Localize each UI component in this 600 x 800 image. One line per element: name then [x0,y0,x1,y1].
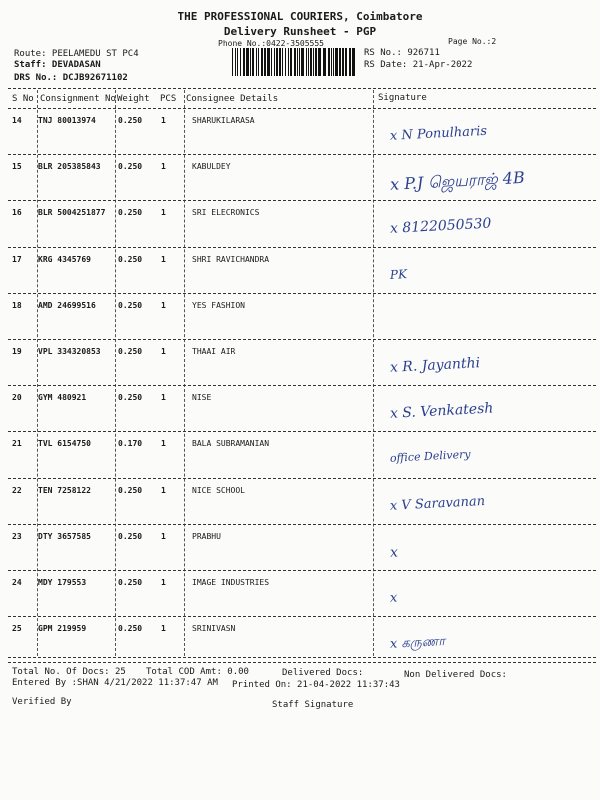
row-weight: 0.250 [118,393,143,403]
row-weight: 0.250 [118,578,143,587]
row-consignee: YES FASHION [192,300,245,310]
runsheet-subtitle: Delivery Runsheet - PGP [223,25,377,38]
table-row [0,341,600,387]
col-consignment: Consignment No [40,94,116,104]
row-consignment: GYM 480921 [38,393,87,403]
row-weight: 0.250 [118,300,143,310]
table-row [0,387,600,433]
entered-by: Entered By :SHAN 4/21/2022 11:37:47 AM [12,678,218,688]
handwritten-signature [377,293,589,344]
handwritten-signature: x [389,544,399,561]
table-row [0,572,600,618]
col-signature: Signature [378,93,427,103]
page-number: Page No.:2 [448,37,497,46]
row-pcs: 1 [161,300,166,310]
row-consignment: TVL 6154750 [38,439,91,449]
delivered-docs: Delivered Docs: [282,668,364,678]
handwritten-signature: office Delivery [389,448,471,466]
staff: Staff: DEVADASAN [14,60,101,70]
handwritten-signature: x N Ponulharis [389,123,488,144]
handwritten-signature: x [389,590,398,606]
row-sno: 14 [12,116,22,125]
row-sno: 16 [12,208,22,218]
non-delivered-docs: Non Delivered Docs: [404,670,507,680]
handwritten-signature: x S. Venkatesh [389,400,494,423]
row-consignment: BLR 5004251877 [38,208,106,218]
table-row [0,433,600,479]
row-consignment: BLR 205385843 [38,162,101,172]
row-sno: 20 [12,393,22,403]
handwritten-signature: x P.J ஜெயராஜ் 4B [389,168,526,195]
col-consignee: Consignee Details [186,94,279,104]
row-consignee: NICE SCHOOL [192,485,245,495]
row-consignment: VPL 334320853 [38,347,101,356]
printed-on: Printed On: 21-04-2022 11:37:43 [232,680,400,690]
barcode-image [232,48,356,76]
row-consignee: BALA SUBRAMANIAN [192,439,270,449]
row-sno: 21 [12,439,22,449]
row-pcs: 1 [161,393,166,403]
row-sno: 15 [12,162,22,172]
table-row [0,526,600,572]
row-consignee: SRINIVASN [192,624,236,634]
row-weight: 0.250 [118,485,143,495]
row-weight: 0.250 [118,254,143,264]
row-sno: 24 [12,578,22,587]
row-weight: 0.250 [118,531,143,541]
row-weight: 0.250 [118,162,143,172]
table-row [0,249,600,295]
handwritten-signature: PK [389,266,408,282]
handwritten-signature: x V Saravanan [389,493,486,514]
row-weight: 0.250 [118,208,143,218]
row-sno: 23 [12,531,22,541]
row-pcs: 1 [161,439,166,449]
row-consignee: SRI ELECRONICS [192,208,260,218]
row-consignment: TEN 7258122 [38,485,91,495]
row-consignee: IMAGE INDUSTRIES [192,578,270,587]
row-consignment: MDY 179553 [38,578,87,587]
phone-number: Phone No.:0422-3505555 [218,39,324,48]
row-pcs: 1 [161,624,166,634]
handwritten-signature: x 8122050530 [389,215,492,238]
route: Route: PEELAMEDU ST PC4 [14,49,139,59]
table-row [0,202,600,248]
drs-number: DRS No.: DCJB92671102 [14,73,128,83]
table-row [0,156,600,202]
row-pcs: 1 [161,116,166,125]
col-weight: Weight [117,94,150,104]
row-pcs: 1 [161,162,166,172]
row-sno: 17 [12,254,22,264]
row-weight: 0.250 [118,116,143,125]
row-sno: 18 [12,300,22,310]
row-consignment: TNJ 80013974 [38,116,96,125]
table-row [0,295,600,341]
row-consignment: KRG 4345769 [38,254,91,264]
row-sno: 25 [12,624,22,634]
col-sno: S No [12,94,34,104]
table-row [0,110,600,156]
row-pcs: 1 [161,578,166,587]
row-consignee: SHARUKILARASA [192,116,255,125]
row-pcs: 1 [161,208,166,218]
row-weight: 0.170 [118,439,143,449]
row-consignee: SHRI RAVICHANDRA [192,254,270,264]
rs-date: RS Date: 21-Apr-2022 [364,60,473,70]
row-pcs: 1 [161,347,166,356]
staff-signature: Staff Signature [272,700,354,710]
row-pcs: 1 [161,531,166,541]
rs-number: RS No.: 926711 [364,48,440,58]
row-weight: 0.250 [118,624,143,634]
row-sno: 22 [12,485,22,495]
row-consignment: DTY 3657585 [38,531,91,541]
col-pcs: PCS [160,94,177,104]
handwritten-signature: x R. Jayanthi [389,355,481,376]
handwritten-signature: x கருணா [389,634,446,653]
row-consignee: THAAI AIR [192,347,236,356]
row-consignment: AMD 24699516 [38,300,96,310]
verified-by: Verified By [12,697,72,707]
row-consignee: NISE [192,393,212,403]
row-sno: 19 [12,347,22,356]
total-cod: Total COD Amt: 0.00 [146,667,249,677]
row-pcs: 1 [161,485,166,495]
row-consignee: KABULDEY [192,162,231,172]
total-docs: Total No. Of Docs: 25 [12,667,126,677]
row-consignee: PRABHU [192,531,221,541]
table-row [0,480,600,526]
row-pcs: 1 [161,254,166,264]
row-consignment: GPM 219959 [38,624,87,634]
company-title: THE PROFESSIONAL COURIERS, Coimbatore [177,10,423,23]
row-weight: 0.250 [118,347,143,356]
